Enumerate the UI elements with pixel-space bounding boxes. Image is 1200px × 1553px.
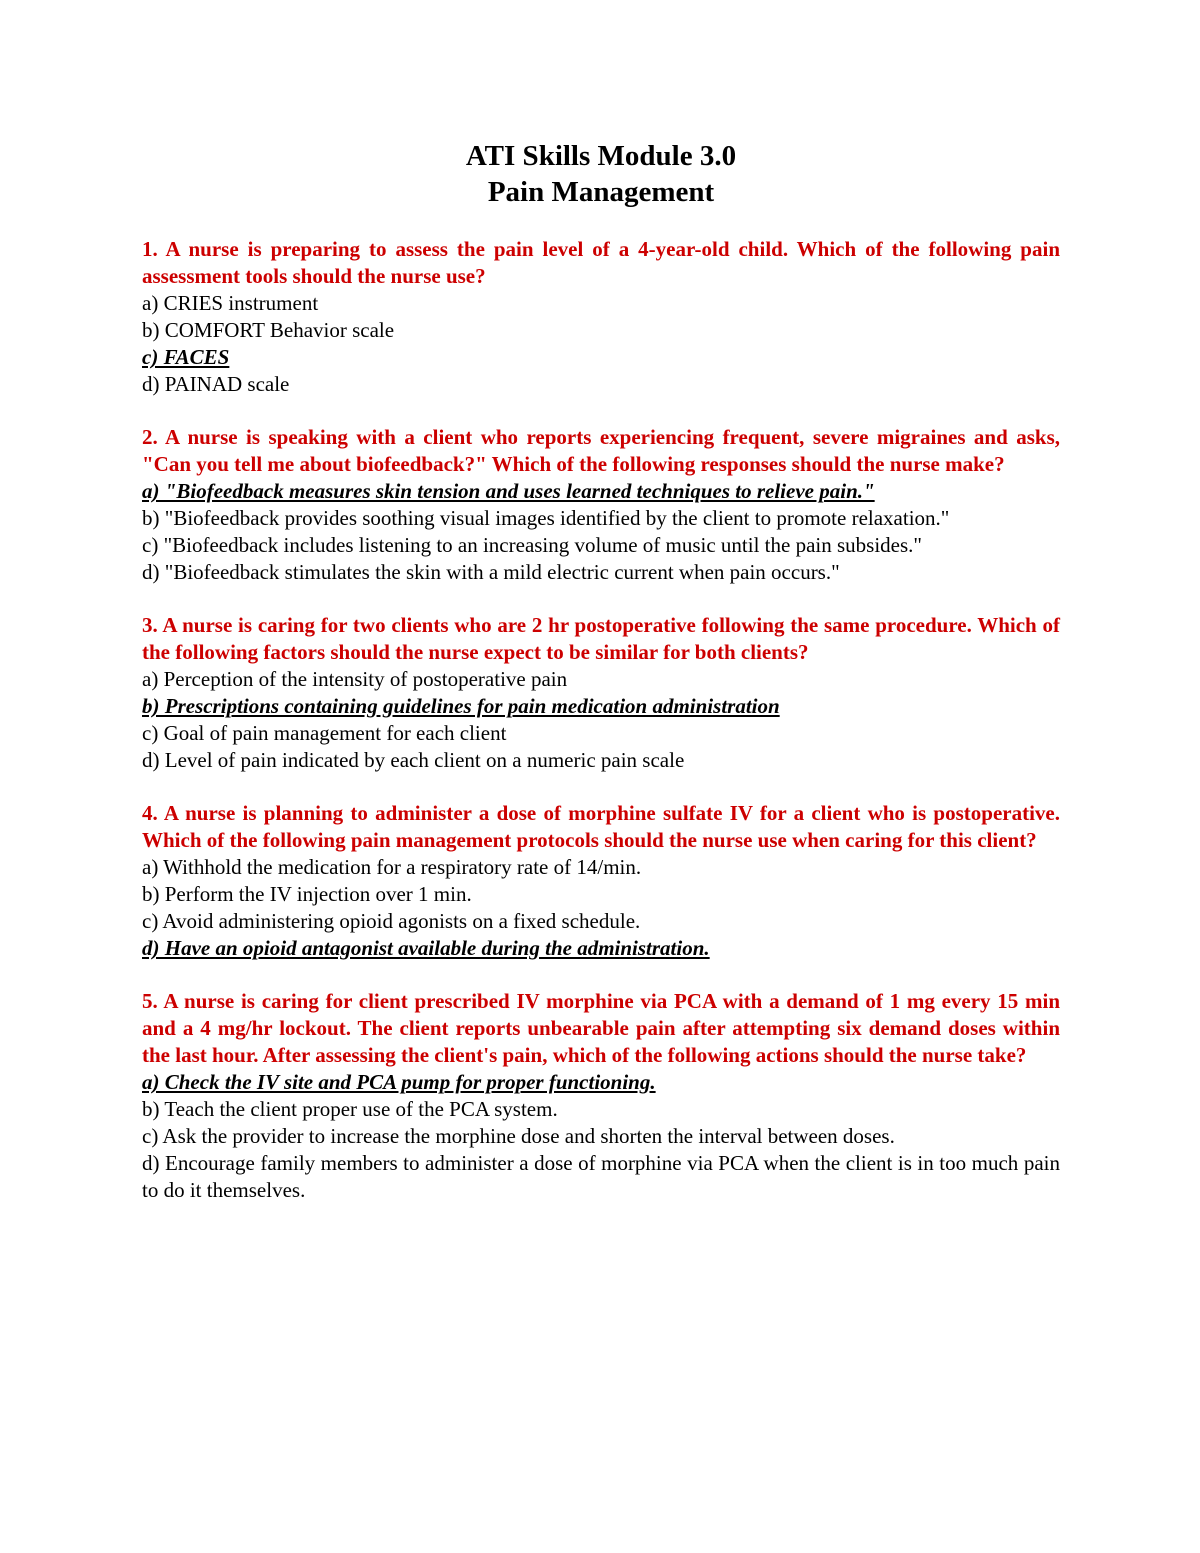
title-block xyxy=(142,138,1060,210)
question-text: 2. A nurse is speaking with a client who reports experiencing frequent, severe migraines and asks, "Can you tell me about biofeedback?" Which of the following responses should the nurse make? xyxy=(142,425,1060,476)
correct-answer-option-a: a) "Biofeedback measures skin tension and uses learned techniques to relieve pain." xyxy=(142,479,875,503)
answer-option-c: c) "Biofeedback includes listening to an increasing volume of music until the pain subsides." xyxy=(142,533,922,557)
document-subtitle: Pain Management xyxy=(487,176,715,208)
answer-option-b: b) Perform the IV injection over 1 min. xyxy=(142,882,472,906)
answer-option-c: c) Ask the provider to increase the morphine dose and shorten the interval between doses. xyxy=(142,1124,895,1148)
answer-option-a: a) Withhold the medication for a respiratory rate of 14/min. xyxy=(142,855,642,879)
answer-option-d: d) PAINAD scale xyxy=(142,372,290,396)
question-2 xyxy=(142,424,1060,586)
question-1 xyxy=(142,236,1060,398)
answer-option-c: c) Avoid administering opioid agonists on a fixed schedule. xyxy=(142,909,641,933)
answer-option-b: b) Teach the client proper use of the PCA system. xyxy=(142,1097,558,1121)
answer-option-a: a) Perception of the intensity of postoperative pain xyxy=(142,667,568,691)
question-5 xyxy=(142,988,1060,1204)
document-page xyxy=(142,138,1060,1230)
answer-option-b: b) COMFORT Behavior scale xyxy=(142,318,395,342)
question-text: 4. A nurse is planning to administer a dose of morphine sulfate IV for a client who is postoperative. Which of the following pain management protocols should the nurse use when caring for this client? xyxy=(142,801,1060,852)
answer-option-b: b) "Biofeedback provides soothing visual images identified by the client to promote relaxation." xyxy=(142,506,950,530)
answer-option-d: d) "Biofeedback stimulates the skin with a mild electric current when pain occurs." xyxy=(142,560,840,584)
answer-option-d: d) Level of pain indicated by each client on a numeric pain scale xyxy=(142,748,685,772)
correct-answer-option-a: a) Check the IV site and PCA pump for proper functioning. xyxy=(142,1070,656,1094)
correct-answer-option-d: d) Have an opioid antagonist available during the administration. xyxy=(142,936,710,960)
answer-option-a: a) CRIES instrument xyxy=(142,291,319,315)
question-3 xyxy=(142,612,1060,774)
correct-answer-option-b: b) Prescriptions containing guidelines for pain medication administration xyxy=(142,694,780,718)
answer-option-c: c) Goal of pain management for each client xyxy=(142,721,507,745)
document-title: ATI Skills Module 3.0 xyxy=(465,140,737,172)
question-text: 3. A nurse is caring for two clients who are 2 hr postoperative following the same procedure. Which of the following factors should the nurse expect to be similar for both clients? xyxy=(142,613,1060,664)
answer-option-d: d) Encourage family members to administer a dose of morphine via PCA when the client is in too much pain to do it themselves. xyxy=(142,1151,1060,1202)
question-text: 5. A nurse is caring for client prescribed IV morphine via PCA with a demand of 1 mg every 15 min and a 4 mg/hr lockout. The client reports unbearable pain after attempting six demand doses within the last hour. After assessing the client's pain, which of the following actions should the nurse take? xyxy=(142,989,1060,1067)
question-4 xyxy=(142,800,1060,962)
question-text: 1. A nurse is preparing to assess the pain level of a 4-year-old child. Which of the following pain assessment tools should the nurse use? xyxy=(142,237,1060,288)
correct-answer-option-c: c) FACES xyxy=(142,345,230,369)
